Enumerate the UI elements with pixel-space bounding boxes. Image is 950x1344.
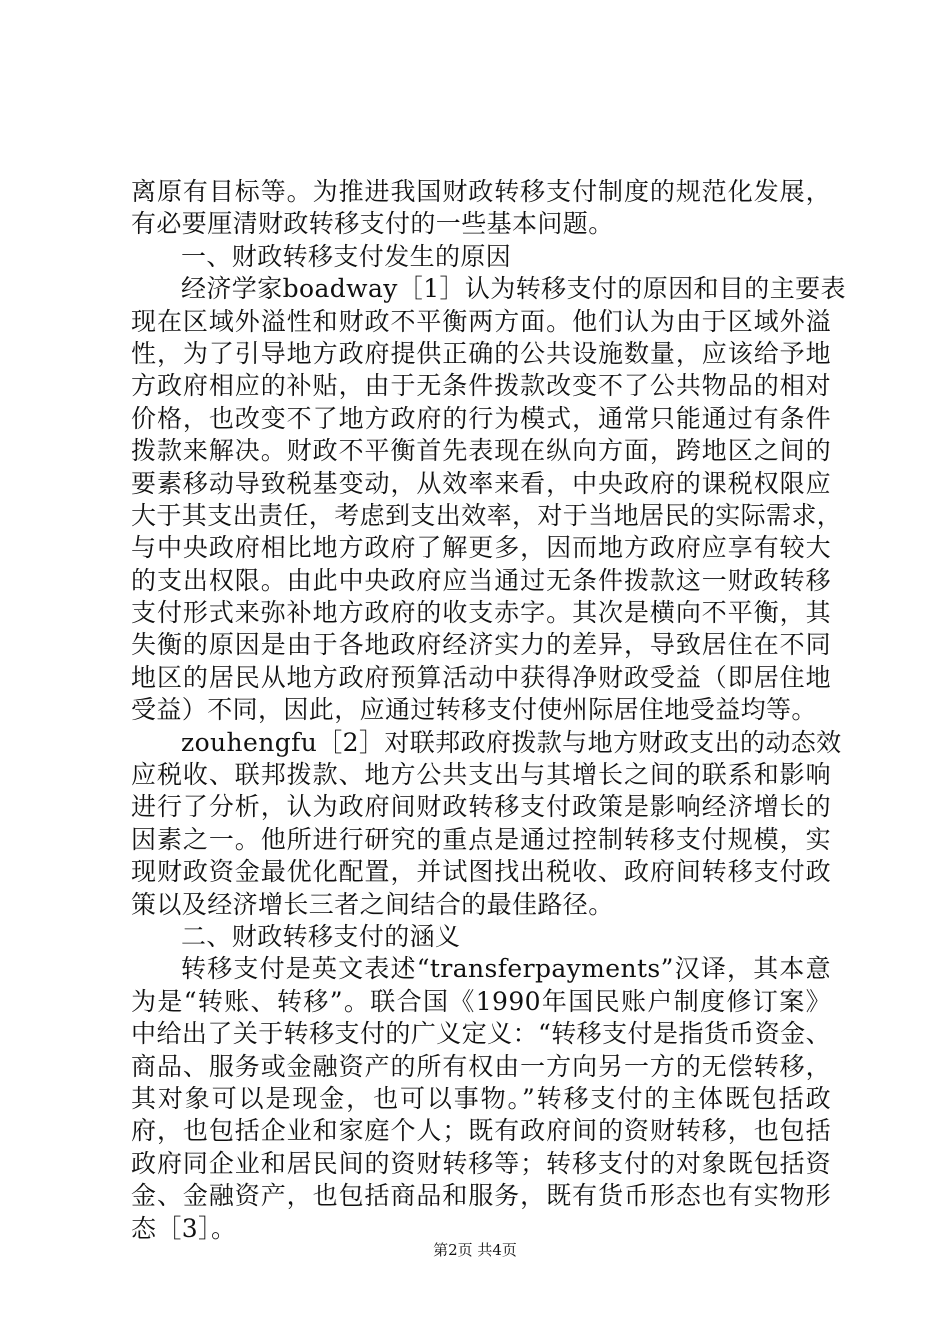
paragraph-line: 价格，也改变不了地方政府的行为模式，通常只能通过有条件: [131, 403, 831, 433]
paragraph-line: 金、金融资产，也包括商品和服务，既有货币形态也有实物形: [131, 1181, 831, 1211]
paragraph-line: 经济学家boadway［1］认为转移支付的原因和目的主要表: [181, 274, 846, 304]
paragraph-line: 的支出权限。由此中央政府应当通过无条件拨款这一财政转移: [131, 565, 831, 595]
paragraph-line: 方政府相应的补贴，由于无条件拨款改变不了公共物品的相对: [131, 371, 831, 401]
paragraph-line: 拨款来解决。财政不平衡首先表现在纵向方面，跨地区之间的: [131, 436, 831, 466]
paragraph-line: zouhengfu［2］对联邦政府拨款与地方财政支出的动态效: [181, 727, 842, 757]
paragraph-line: 中给出了关于转移支付的广义定义：“转移支付是指货币资金、: [131, 1019, 831, 1049]
paragraph-line: 政府同企业和居民间的资财转移等；转移支付的对象既包括资: [131, 1148, 831, 1178]
paragraph-line: 与中央政府相比地方政府了解更多，因而地方政府应享有较大: [131, 533, 831, 563]
paragraph-line: 转移支付是英文表述“transferpayments”汉译，其本意: [181, 954, 831, 984]
paragraph-line: 有必要厘清财政转移支付的一些基本问题。: [131, 209, 614, 239]
paragraph-line: 因素之一。他所进行研究的重点是通过控制转移支付规模，实: [131, 824, 831, 854]
paragraph-line: 其对象可以是现金，也可以事物。”转移支付的主体既包括政: [131, 1083, 831, 1113]
paragraph-line: 大于其支出责任，考虑到支出效率，对于当地居民的实际需求，: [131, 500, 843, 530]
paragraph-line: 为是“转账、转移”。联合国《1990年国民账户制度修订案》: [131, 986, 831, 1016]
paragraph-line: 进行了分析，认为政府间财政转移支付政策是影响经济增长的: [131, 792, 831, 822]
paragraph-line: 性，为了引导地方政府提供正确的公共设施数量，应该给予地: [131, 338, 831, 368]
document-body: [131, 176, 846, 1245]
paragraph-line: 商品、服务或金融资产的所有权由一方向另一方的无偿转移，: [131, 1051, 831, 1081]
paragraph-line: 应税收、联邦拨款、地方公共支出与其增长之间的联系和影响: [131, 760, 831, 790]
section-heading: 二、财政转移支付的涵义: [181, 921, 461, 951]
paragraph-line: 支付形式来弥补地方政府的收支赤字。其次是横向不平衡，其: [131, 598, 831, 628]
paragraph-line: 府，也包括企业和家庭个人；既有政府间的资财转移，也包括: [131, 1116, 831, 1146]
paragraph-line: 地区的居民从地方政府预算活动中获得净财政受益（即居住地: [131, 662, 831, 692]
paragraph-line: 受益）不同，因此，应通过转移支付使州际居住地受益均等。: [131, 695, 817, 725]
paragraph-line: 态［3］。: [131, 1213, 237, 1243]
paragraph-line: 现在区域外溢性和财政不平衡两方面。他们认为由于区域外溢: [131, 306, 831, 336]
paragraph-line: 现财政资金最优化配置，并试图找出税收、政府间转移支付政: [131, 857, 831, 887]
section-heading: 一、财政转移支付发生的原因: [181, 241, 512, 271]
paragraph-line: 策以及经济增长三者之间结合的最佳路径。: [131, 889, 614, 919]
page-footer: 第2页 共4页: [433, 1241, 517, 1259]
paragraph-line: 离原有目标等。为推进我国财政转移支付制度的规范化发展，: [131, 177, 831, 206]
paragraph-line: 失衡的原因是由于各地政府经济实力的差异，导致居住在不同: [131, 630, 831, 660]
paragraph-line: 要素移动导致税基变动，从效率来看，中央政府的课税权限应: [131, 468, 831, 498]
